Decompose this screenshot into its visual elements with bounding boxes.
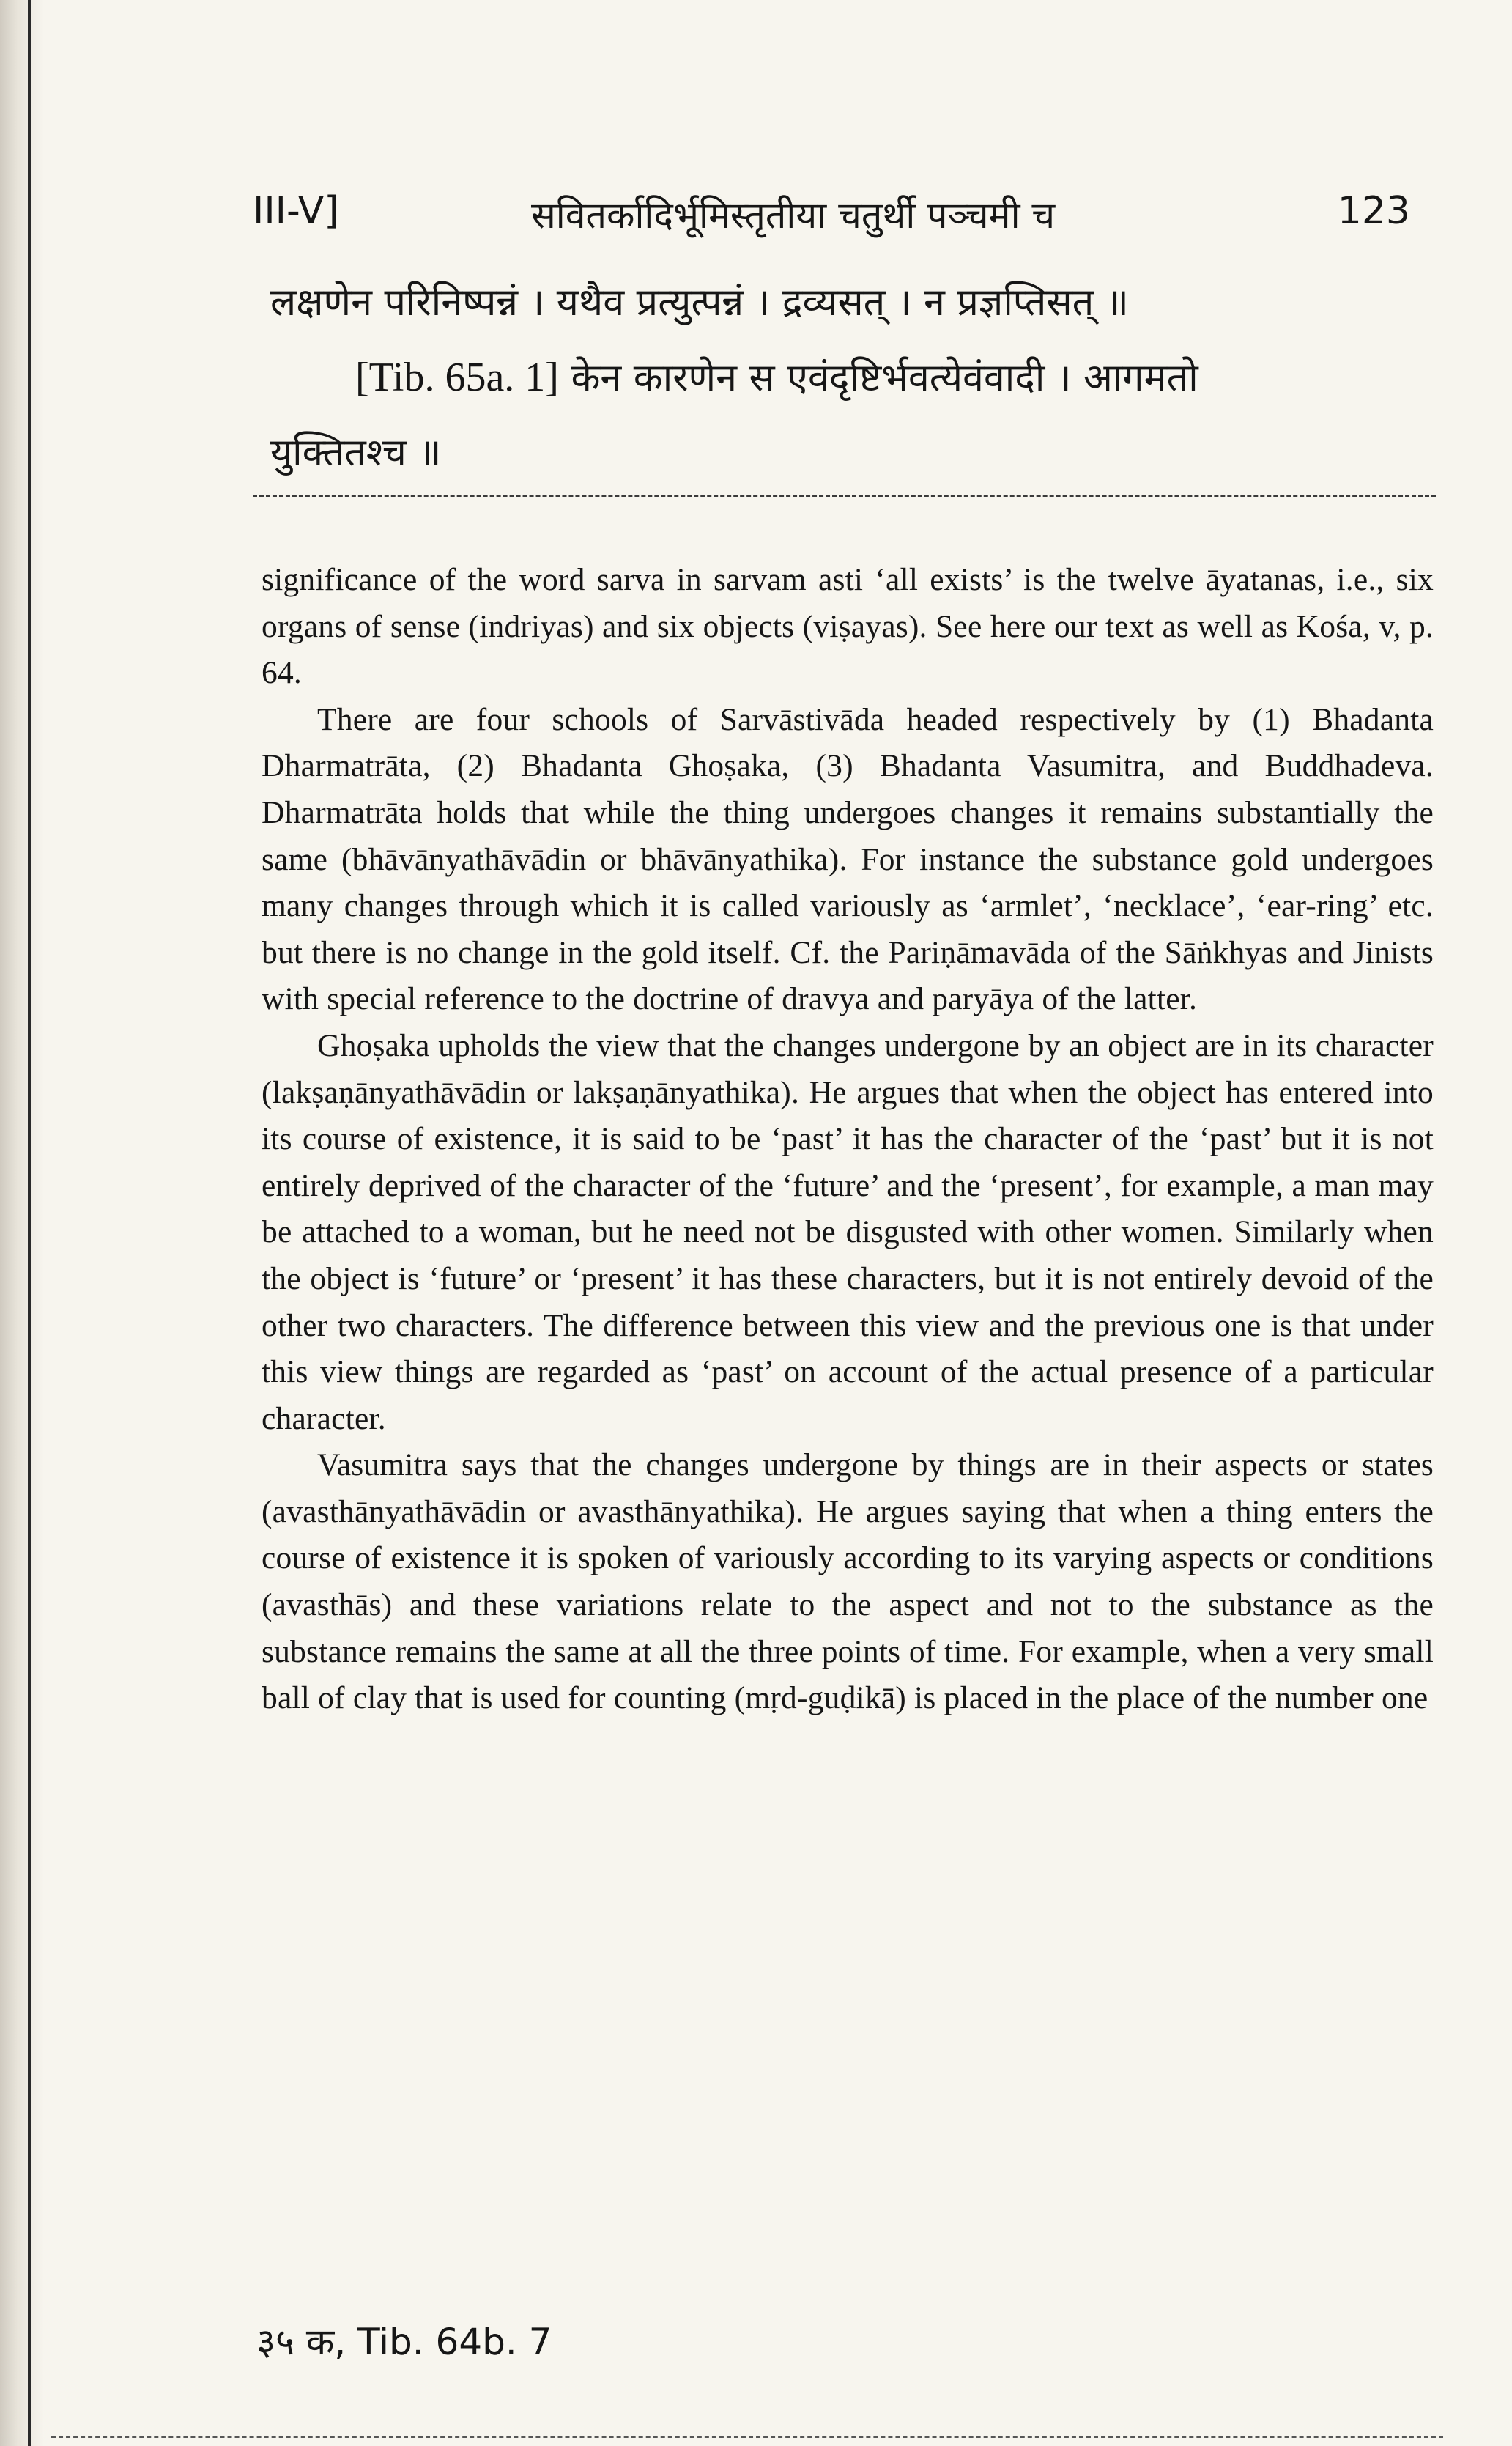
paragraph-2: There are four schools of Sarvāstivāda headed respectively by (1) Bhadanta Dharmatrāta, (2) Bhadanta Ghoṣaka, (3) Bhadanta Vasumitra, and Buddhadeva. Dharmatrāta holds that while the thing undergoes changes it remains substantially the same (bhāvānyathāvādin or bhāvānyathika). For instance the substance gold undergoes many changes through which it is called variously as ‘armlet’, ‘necklace’, ‘ear-ring’ etc. but there is no change in the gold itself. Cf. the Pariṇāmavāda of the Sāṅkhyas and Jinists with special reference to the doctrine of dravya and paryāya of the latter.: [262, 701, 1434, 1017]
page-binding-shadow: [0, 0, 44, 2446]
verse-line-1: लक्षणेन परिनिष्पन्नं । यथैव प्रत्युत्पन्नं । द्रव्यसत् । न प्रज्ञप्तिसत् ॥: [270, 281, 1129, 325]
page-binding-edge: [28, 0, 31, 2446]
verse-line-3: युक्तितश्च ॥: [270, 431, 442, 475]
paragraph-3: Ghoṣaka upholds the view that the changes undergone by an object are in its character (lakṣaṇānyathāvādin or lakṣaṇānyathika). He argues that when the object has entered into its course of existence, it is said to be ‘past’ it has the character of the ‘past’ but it is not entirely deprived of the character of the ‘future’ and the ‘present’, for example, a man may be attached to a woman, but he need not be disgusted with other women. Similarly when the object is ‘future’ or ‘present’ it has these characters, but it is not entirely devoid of the other two characters. The difference between this view and the previous one is that under this view things are regarded as ‘past’ on account of the actual presence of a particular character.: [262, 1027, 1434, 1436]
paragraph-4: Vasumitra says that the changes undergone by things are in their aspects or states (avasthānyathāvādin or avasthānyathika). He argues saying that when a thing enters the course of existence it is spoken of variously according to its varying aspects or conditions (avasthās) and these variations relate to the aspect and not to the substance as the substance remains the same at all the three points of time. For example, when a very small ball of clay that is used for counting (mṛd-guḍikā) is placed in the place of the number one: [262, 1447, 1434, 1716]
footnote: ३५ क, Tib. 64b. 7: [256, 2321, 552, 2363]
book-page: [253, 0, 1439, 2446]
verse-line-2-text: केन कारणेन स एवंदृष्टिर्भवत्येवंवादी । आगमतो: [571, 356, 1198, 400]
paragraph-1: significance of the word sarva in sarvam asti ‘all exists’ is the twelve āyatanas, i.e., six organs of sense (indriyas) and six objects (viṣayas). See here our text as well as Kośa, v, p. 64.: [262, 562, 1434, 691]
verse-line-2: [355, 350, 1498, 402]
footnote-divider: [253, 495, 1436, 497]
tibetan-reference: [Tib. 65a. 1]: [355, 355, 559, 400]
commentary-text: [262, 557, 1434, 1722]
header-section: III-V]: [253, 189, 339, 233]
running-header: [253, 189, 1439, 248]
header-title: सवितर्कादिर्भूमिस्तृतीया चतुर्थी पञ्चमी च: [531, 194, 1056, 237]
page-number: 123: [1337, 189, 1410, 233]
page-bottom-edge: [51, 2436, 1443, 2438]
